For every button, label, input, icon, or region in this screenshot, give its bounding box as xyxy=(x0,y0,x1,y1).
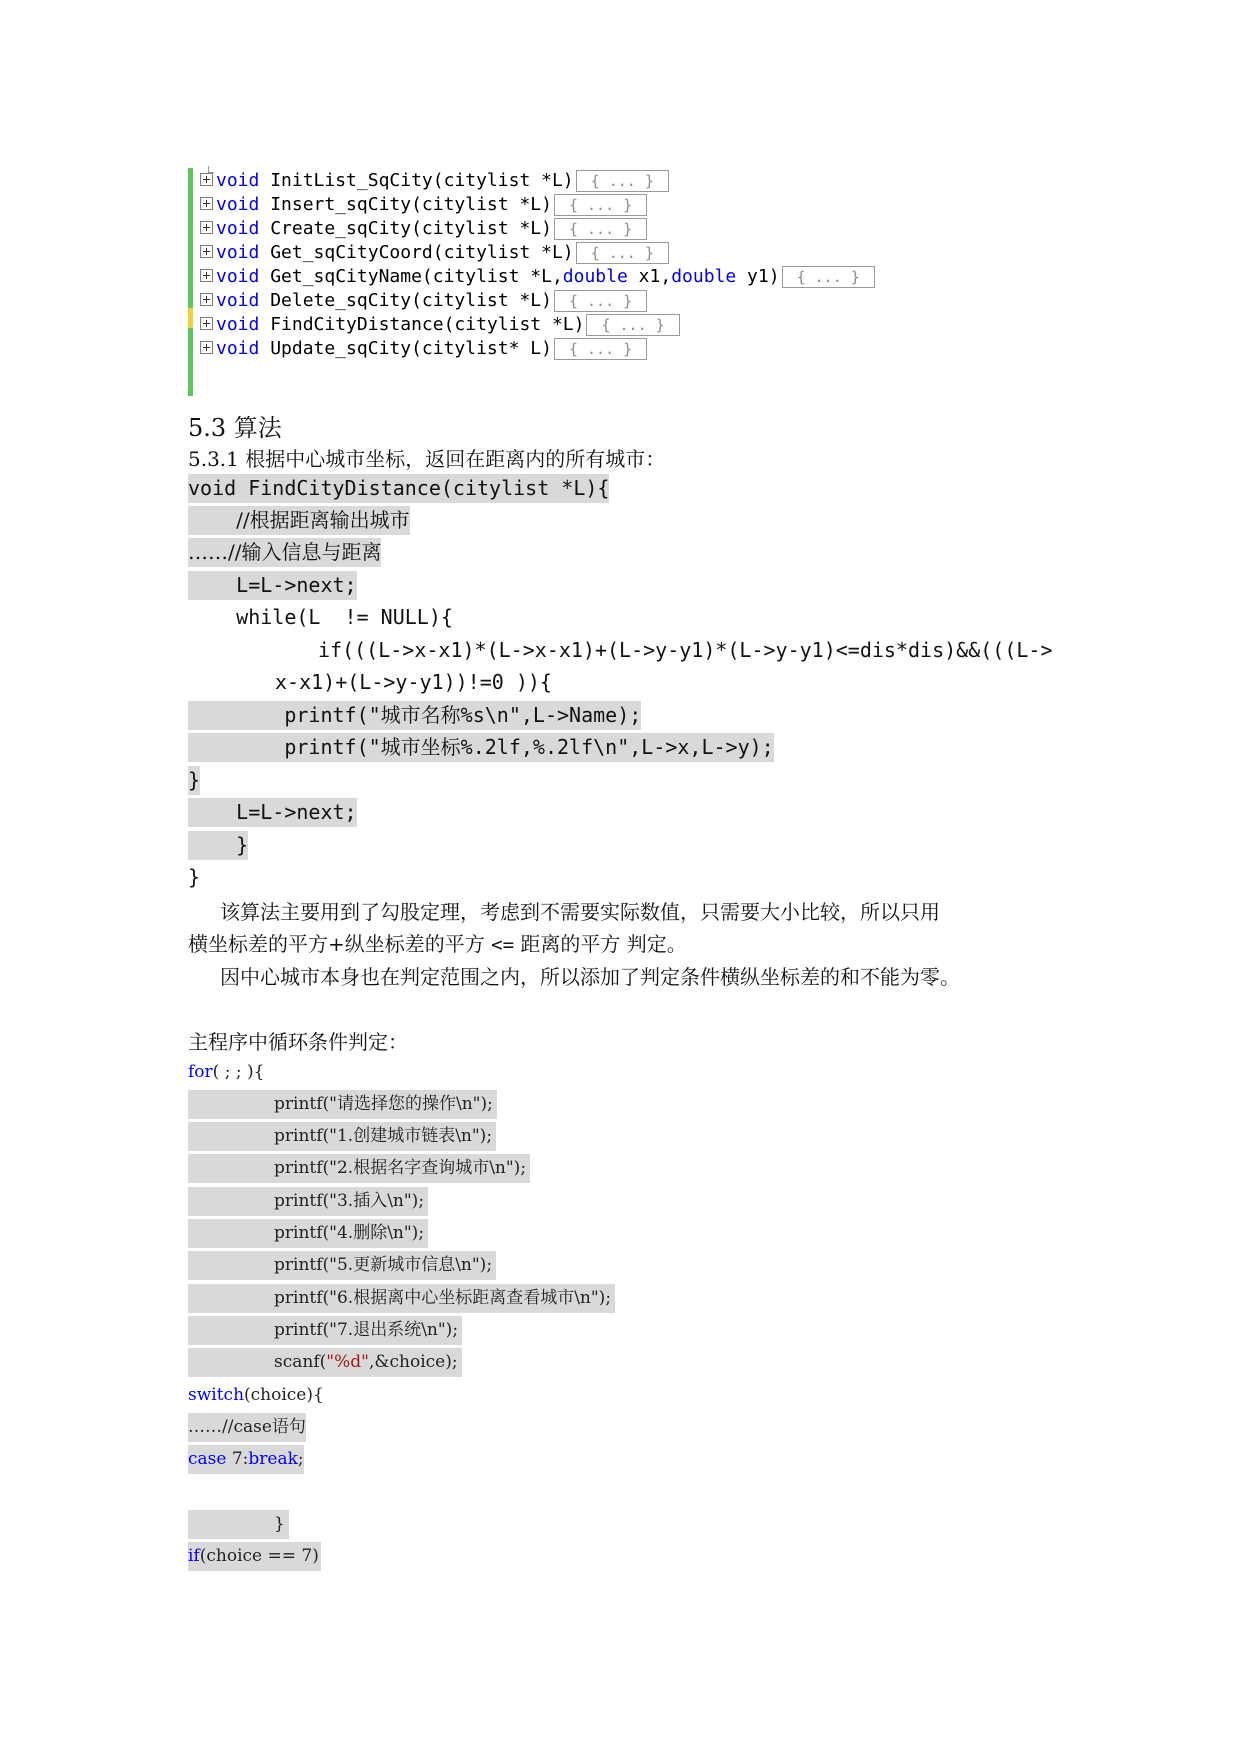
code-line: void FindCityDistance(citylist *L){ xyxy=(188,474,609,503)
expand-plus-icon[interactable] xyxy=(200,341,213,354)
outline-line: void Delete_sqCity(citylist *L) { ... } xyxy=(200,288,647,313)
expand-plus-icon[interactable] xyxy=(200,197,213,210)
collapsed-block[interactable]: { ... } xyxy=(576,170,669,192)
expand-plus-icon[interactable] xyxy=(200,317,213,330)
collapsed-block[interactable]: { ... } xyxy=(586,314,679,336)
code-line: L=L->next; xyxy=(188,571,357,600)
code-line: printf("请选择您的操作\n"); xyxy=(188,1090,497,1119)
code-line: printf("城市名称%s\n",L->Name); xyxy=(188,701,641,730)
expand-plus-icon[interactable] xyxy=(200,269,213,282)
change-bar xyxy=(188,168,193,396)
code-line: x-x1)+(L->y-y1))!=0 )){ xyxy=(275,670,552,694)
code-line: printf("6.根据离中心坐标距离查看城市\n"); xyxy=(188,1284,615,1313)
code-outline-screenshot xyxy=(188,168,908,396)
code-line: switch(choice){ xyxy=(188,1385,324,1405)
main-loop-heading: 主程序中循环条件判定： xyxy=(188,1030,408,1054)
code-line: L=L->next; xyxy=(188,798,357,827)
outline-line: void FindCityDistance(citylist *L) { ... } xyxy=(200,312,680,337)
code-line: printf("城市坐标%.2lf,%.2lf\n",L->x,L->y); xyxy=(188,733,774,762)
expand-plus-icon[interactable] xyxy=(200,221,213,234)
code-line: printf("3.插入\n"); xyxy=(188,1187,428,1216)
expand-plus-icon[interactable] xyxy=(200,245,213,258)
change-bar-modified xyxy=(188,308,193,328)
expand-plus-icon[interactable] xyxy=(200,293,213,306)
outline-line: void InitList_SqCity(citylist *L) { ... } xyxy=(200,168,669,193)
code-line: } xyxy=(188,831,248,860)
code-line: printf("7.退出系统\n"); xyxy=(188,1316,462,1345)
explanation-paragraph: 因中心城市本身也在判定范围之内，所以添加了判定条件横纵坐标差的和不能为零。 xyxy=(220,965,960,989)
cropped-line xyxy=(200,392,340,396)
collapsed-block[interactable]: { ... } xyxy=(782,266,875,288)
code-line: while(L != NULL){ xyxy=(188,605,453,629)
subsection-heading: 5.3.1 根据中心城市坐标，返回在距离内的所有城市： xyxy=(188,447,666,471)
code-line: //根据距离输出城市 xyxy=(188,506,410,535)
outline-line: void Get_sqCityName(citylist *L,double x1,double y1) { ... } xyxy=(200,264,875,289)
code-line: ……//case语句 xyxy=(188,1413,306,1442)
code-line: } xyxy=(188,766,200,795)
outline-line: void Update_sqCity(citylist* L) { ... } xyxy=(200,336,647,361)
code-line: printf("4.删除\n"); xyxy=(188,1219,428,1248)
code-line: case 7:break; xyxy=(188,1445,304,1474)
code-line: for( ; ; ){ xyxy=(188,1062,265,1082)
collapsed-block[interactable]: { ... } xyxy=(554,338,647,360)
outline-line: void Create_sqCity(citylist *L) { ... } xyxy=(200,216,647,241)
code-line: printf("2.根据名字查询城市\n"); xyxy=(188,1154,530,1183)
code-line: if(choice == 7) xyxy=(188,1542,321,1571)
outline-line: void Insert_sqCity(citylist *L) { ... } xyxy=(200,192,647,217)
outline-line: void Get_sqCityCoord(citylist *L) { ... } xyxy=(200,240,669,265)
code-line: } xyxy=(188,865,201,889)
collapsed-block[interactable]: { ... } xyxy=(576,242,669,264)
code-line: } xyxy=(188,1510,289,1539)
collapsed-block[interactable]: { ... } xyxy=(554,290,647,312)
code-line: ……//输入信息与距离 xyxy=(188,538,381,567)
explanation-paragraph: 横坐标差的平方+纵坐标差的平方 <= 距离的平方 判定。 xyxy=(188,932,687,956)
code-line: if(((L->x-x1)*(L->x-x1)+(L->y-y1)*(L->y-y1)<=dis*dis)&&(((L-> xyxy=(318,638,1053,662)
explanation-paragraph: 该算法主要用到了勾股定理，考虑到不需要实际数值，只需要大小比较，所以只用 xyxy=(220,900,940,924)
collapsed-block[interactable]: { ... } xyxy=(554,194,647,216)
collapsed-block[interactable]: { ... } xyxy=(554,218,647,240)
code-line: scanf("%d",&choice); xyxy=(188,1348,462,1377)
code-line: printf("5.更新城市信息\n"); xyxy=(188,1251,496,1280)
expand-plus-icon[interactable] xyxy=(200,173,213,186)
code-line: printf("1.创建城市链表\n"); xyxy=(188,1122,496,1151)
section-heading: 5.3 算法 xyxy=(188,414,282,442)
